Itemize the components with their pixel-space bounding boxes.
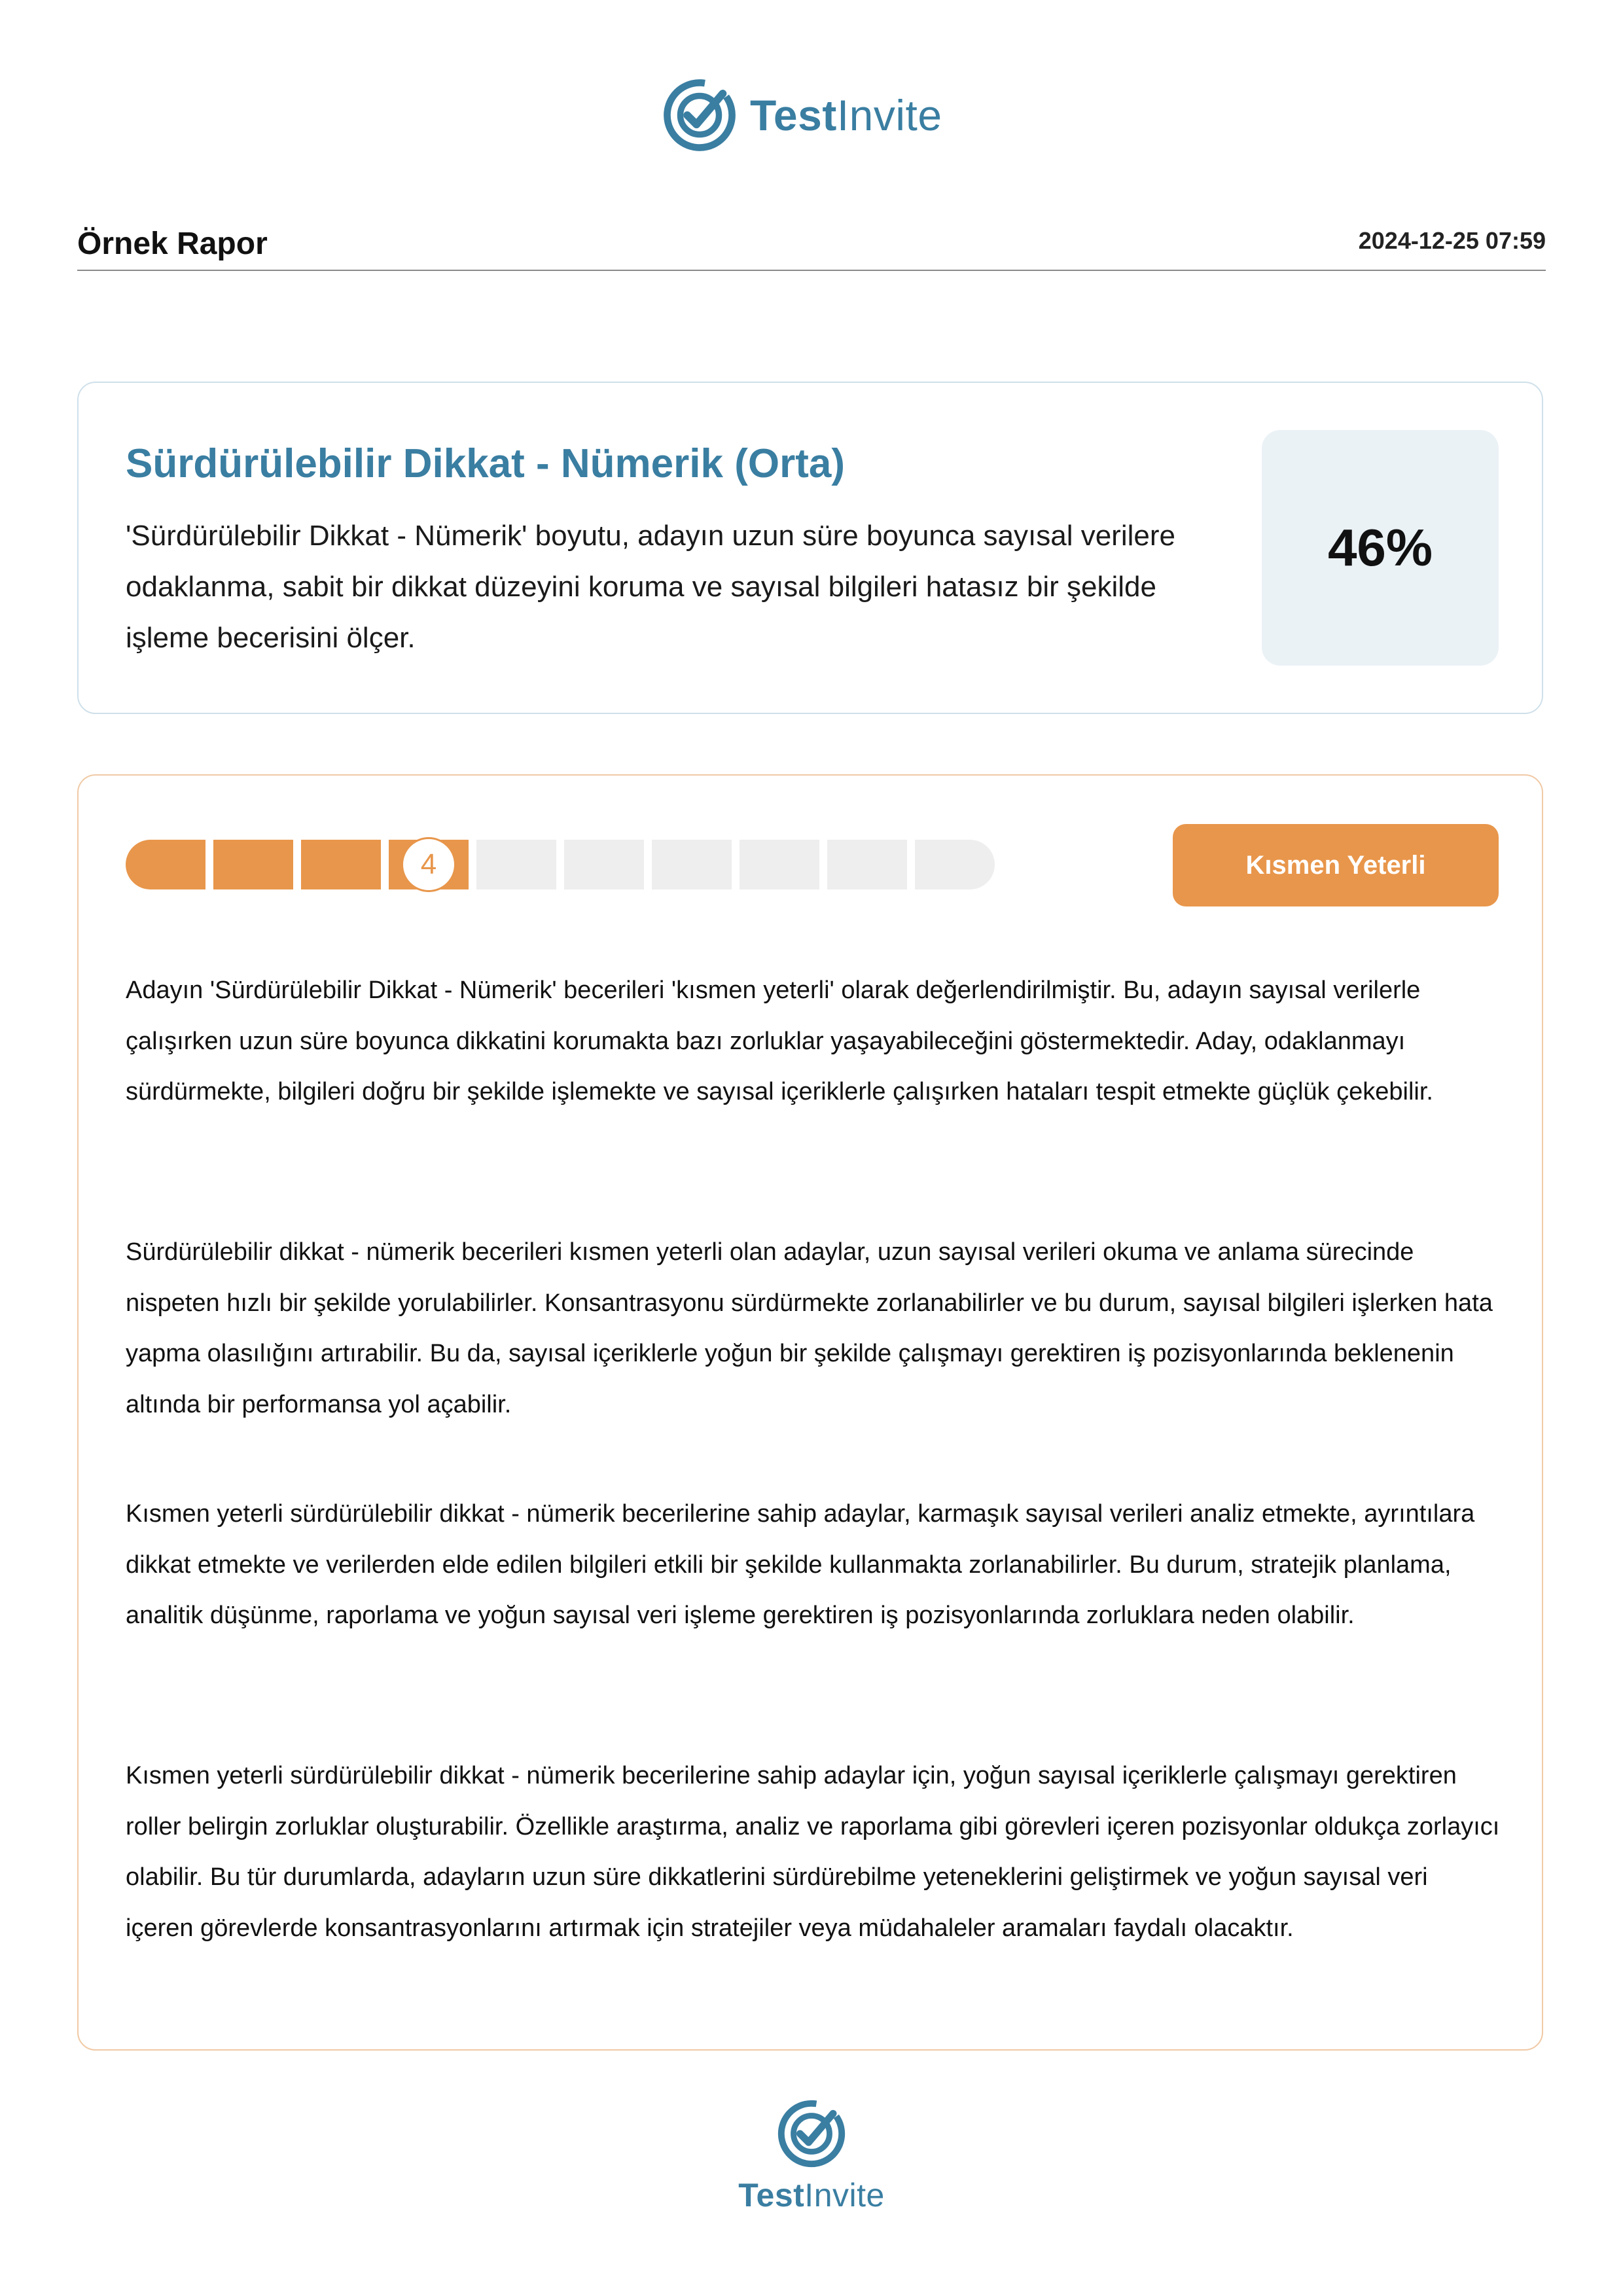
assessment-paragraph: Kısmen yeterli sürdürülebilir dikkat - nümerik becerilerine sahip adaylar, karmaşık sayısal verileri analiz etmekte, ayrıntılara dikkat etmekte ve verilerden elde edilen bilgileri etkili bir şekilde kullanmakta zorlanabilirler. Bu durum, stratejik planlama, analitik düşünme, raporlama ve yoğun sayısal veri işleme gerektiren iş pozisyonlarında zorluklara neden olabilir. bbox=[126, 1500, 1475, 1629]
brand-logo-footer bbox=[733, 2098, 890, 2229]
level-marker: 4 bbox=[401, 837, 456, 892]
level-segment-filled bbox=[213, 840, 293, 889]
level-segment-empty bbox=[827, 840, 907, 889]
level-segment-empty bbox=[652, 840, 732, 889]
report-title: Örnek Rapor bbox=[77, 226, 268, 261]
dimension-description: 'Sürdürülebilir Dikkat - Nümerik' boyutu, adayın uzun süre boyunca sayısal verilere odaklanma, sabit bir dikkat düzeyini koruma ve sayısal bilgileri hatasız bir şekilde işleme becerisini ölçer. bbox=[126, 520, 1175, 654]
level-progress-bar bbox=[126, 840, 995, 889]
assessment-paragraph: Kısmen yeterli sürdürülebilir dikkat - nümerik becerilerine sahip adaylar için, yoğun sayısal içeriklerle çalışmayı gerektiren roller belirgin zorluklar oluşturabilir. Özellikle araştırma, analiz ve raporlama gibi görevleri içeren pozisyonlar oldukça zorlayıcı olabilir. Bu tür durumlarda, adayların uzun süre dikkatlerini sürdürebilme yeteneklerini geliştirmek ve yoğun sayısal veri içeren görevlerde konsantrasyonlarını artırmak için stratejiler veya müdahaleler aramaları faydalı olacaktır. bbox=[126, 1762, 1500, 1942]
level-segment-filled bbox=[301, 840, 381, 889]
level-segment-empty bbox=[740, 840, 819, 889]
check-badge-icon bbox=[661, 77, 738, 154]
header-divider bbox=[77, 270, 1546, 271]
brand-logo-header bbox=[661, 73, 969, 157]
score-value: 46% bbox=[1327, 518, 1433, 577]
brand-wordmark: TestInvite bbox=[738, 2177, 885, 2214]
check-badge-icon bbox=[776, 2098, 847, 2170]
level-segment-empty bbox=[476, 840, 556, 889]
assessment-paragraph: Sürdürülebilir dikkat - nümerik becerileri kısmen yeterli olan adaylar, uzun sayısal verileri okuma ve anlama sürecinde nispeten hızlı bir şekilde yorulabilirler. Konsantrasyonu sürdürmekte zorlanabilirler ve bu durum, sayısal bilgileri işlerken hata yapma olasılığını artırabilir. Bu da, sayısal içeriklerle yoğun bir şekilde çalışmayı gerektiren iş pozisyonlarında beklenenin altında bir performansa yol açabilir. bbox=[126, 1238, 1493, 1418]
level-segment-empty bbox=[915, 840, 995, 889]
level-segment-filled bbox=[126, 840, 205, 889]
brand-wordmark: TestInvite bbox=[750, 91, 942, 139]
assessment-paragraph: Adayın 'Sürdürülebilir Dikkat - Nümerik' becerileri 'kısmen yeterli' olarak değerlendirilmiştir. Bu, adayın sayısal verilerle çalışırken uzun süre boyunca dikkatini korumakta bazı zorluklar yaşayabileceğini göstermektedir. Aday, odaklanmayı sürdürmekte, bilgileri doğru bir şekilde işlemekte ve sayısal içeriklerle çalışırken hataları tespit etmekte güçlük çekebilir. bbox=[126, 977, 1433, 1105]
score-box bbox=[1262, 430, 1499, 666]
report-timestamp: 2024-12-25 07:59 bbox=[1358, 227, 1546, 254]
dimension-title: Sürdürülebilir Dikkat - Nümerik (Orta) bbox=[126, 441, 845, 486]
level-segment-empty bbox=[564, 840, 644, 889]
level-label-button[interactable]: Kısmen Yeterli bbox=[1173, 824, 1499, 906]
